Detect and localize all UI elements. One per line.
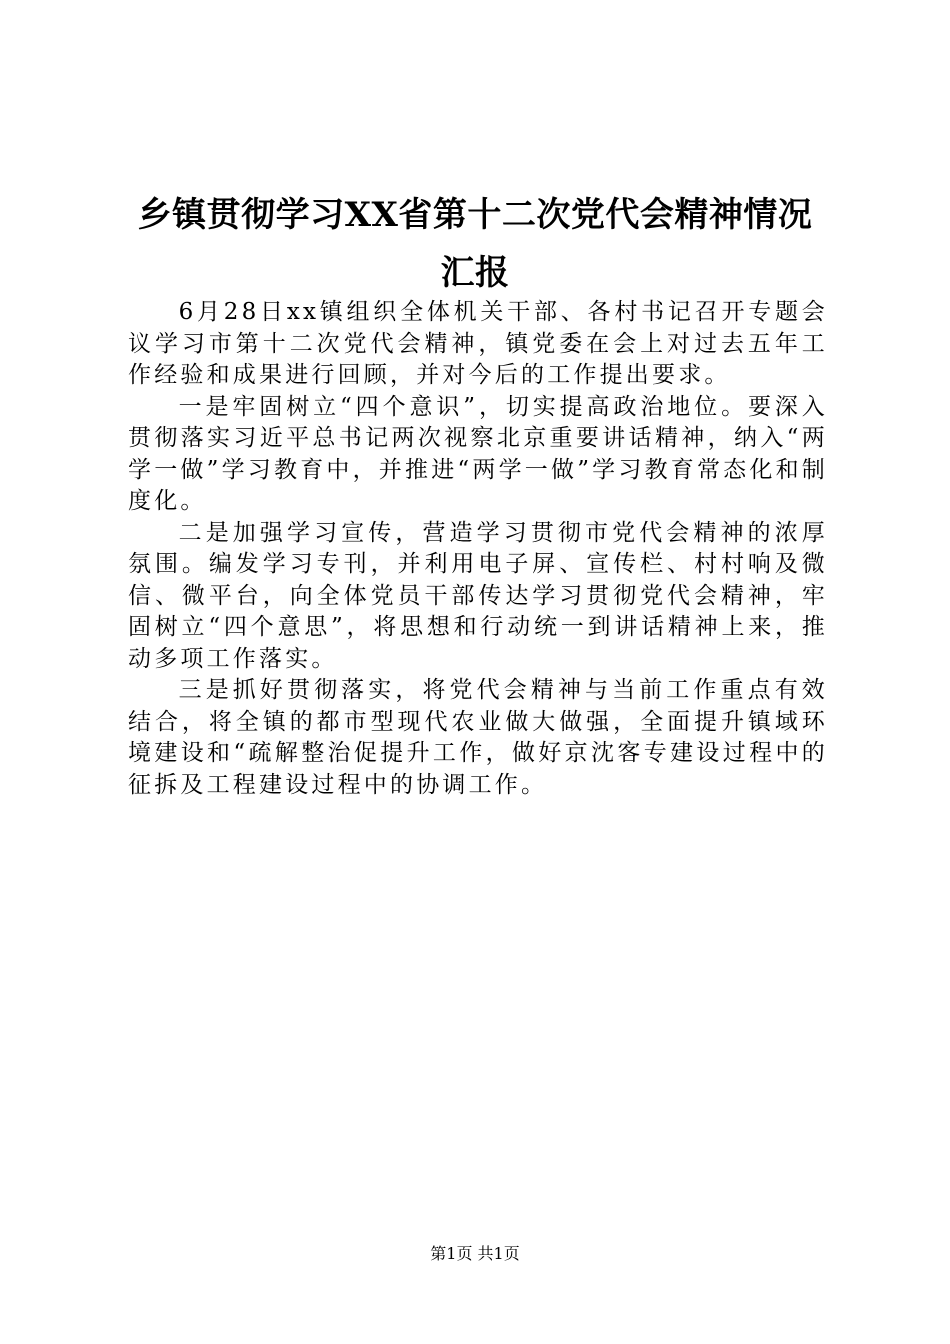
title-line-2: 汇报 bbox=[440, 253, 510, 293]
document-title bbox=[120, 186, 830, 302]
paragraph-point-three: 三是抓好贯彻落实，将党代会精神与当前工作重点有效结合，将全镇的都市型现代农业做大做强，全面提升镇域环境建设和“疏解整治促提升工作，做好京沈客专建设过程中的征拆及工程建设过程中的协调工作。 bbox=[128, 677, 828, 798]
page-number: 第1页 共1页 bbox=[430, 1244, 520, 1263]
page-footer bbox=[0, 1244, 950, 1264]
paragraph-intro: 6月28日xx镇组织全体机关干部、各村书记召开专题会议学习市第十二次党代会精神，镇党委在会上对过去五年工作经验和成果进行回顾，并对今后的工作提出要求。 bbox=[128, 299, 828, 388]
paragraph-point-two: 二是加强学习宣传，营造学习贯彻市党代会精神的浓厚氛围。编发学习专刊，并利用电子屏、宣传栏、村村响及微信、微平台，向全体党员干部传达学习贯彻党代会精神，牢固树立“四个意思”，将思想和行动统一到讲话精神上来，推动多项工作落实。 bbox=[128, 519, 828, 672]
document-body bbox=[128, 297, 828, 801]
title-line-1: 乡镇贯彻学习XX省第十二次党代会精神情况 bbox=[137, 195, 813, 235]
paragraph-point-one: 一是牢固树立“四个意识”，切实提高政治地位。要深入贯彻落实习近平总书记两次视察北京重要讲话精神，纳入“两学一做”学习教育中，并推进“两学一做”学习教育常态化和制度化。 bbox=[128, 393, 828, 514]
